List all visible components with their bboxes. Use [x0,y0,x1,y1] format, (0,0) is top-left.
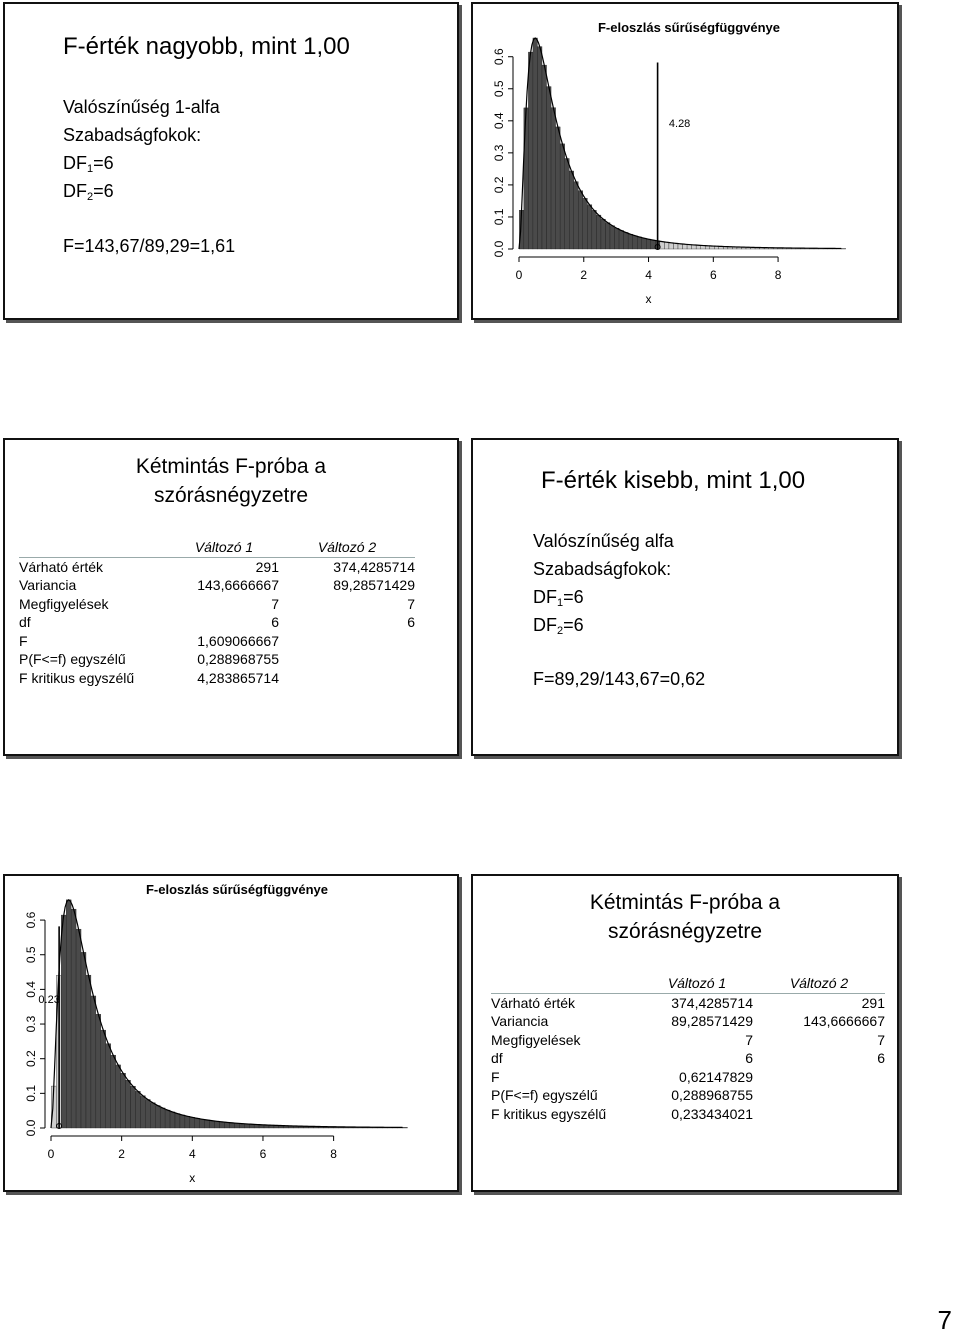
cell-value-2 [753,1105,885,1124]
row-label: Megfigyelések [491,1031,581,1048]
density-bar [71,909,76,1128]
row-label: Várható érték [491,994,576,1011]
y-tick-label: 0.4 [24,981,38,998]
density-bar [116,1065,121,1128]
col-header-1: Változó 1 [641,974,753,993]
x-tick-label: 6 [259,1147,267,1161]
table-row [19,557,415,576]
density-bar [628,234,633,249]
y-tick-label: 0.5 [24,946,38,964]
slide-f-test-table-1 [3,438,459,756]
density-bar [185,1116,190,1128]
density-bar [660,242,665,249]
density-bar [215,1121,220,1128]
row-label: Variancia [19,577,77,593]
density-bar [160,1108,165,1128]
y-tick-label: 0.2 [492,176,506,194]
critical-value-label: 4.28 [668,118,691,131]
row-label: Variancia [491,1013,549,1029]
slide-title: F-érték kisebb, mint 1,00 [541,467,806,494]
density-bar [200,1119,205,1128]
density-bar [841,248,846,249]
dof-label: Szabadságfokok: [63,125,202,145]
density-bar [551,108,556,249]
cell-value-1: 374,4285714 [671,994,753,1011]
density-bar [175,1114,180,1128]
x-axis-label: x [189,1171,196,1185]
y-tick-label: 0.5 [492,80,506,98]
density-bar [140,1096,145,1128]
density-bar [86,975,91,1128]
row-label: Megfigyelések [19,595,109,612]
y-tick-label: 0.4 [492,112,506,130]
cell-value-1: 0,233434021 [671,1105,753,1122]
density-bar [528,52,533,249]
cell-value-2 [279,650,415,669]
page-number: 7 [937,1305,952,1335]
density-bar [96,1014,101,1128]
slide-f-chart-right-tail [471,2,899,320]
cell-value-1: 143,6666667 [197,577,279,593]
density-bar [150,1103,155,1128]
x-tick-label: 8 [774,268,782,282]
row-label: F kritikus egyszélű [491,1105,607,1122]
density-bar [229,1123,234,1128]
x-tick-label: 2 [118,1147,125,1161]
density-bar [605,223,610,249]
probability-text: Valószínűség alfa [533,531,674,551]
cell-value-2: 374,4285714 [333,558,415,575]
density-bar [224,1122,229,1128]
slide-f-test-table-2 [471,874,899,1192]
density-bar [155,1106,160,1128]
table-title [5,452,457,510]
df2-text: $DF_2=6$ [533,615,584,637]
cell-value-2: 89,28571429 [333,577,415,593]
density-bar [673,243,678,249]
density-bar [101,1030,106,1128]
table-title-line2: szórásnégyzetre [153,484,309,507]
density-bar [210,1121,215,1128]
cell-value-2 [279,632,415,651]
density-bar [165,1110,170,1128]
col-header-1: Változó 1 [169,538,279,557]
y-tick-label: 0.1 [492,208,506,226]
density-bar [547,87,552,249]
row-label: F [19,632,28,649]
table-row [19,613,415,632]
f-density-chart [473,4,897,318]
table-title-line2: szórásnégyzetre [607,920,763,943]
density-bar [403,1127,408,1128]
cell-value-1: 7 [271,595,279,612]
x-tick-label: 4 [188,1147,196,1161]
chart-title: F-eloszlás sűrűségfüggvénye [145,882,329,897]
density-bar [669,243,674,249]
y-tick-label: 0.1 [24,1085,38,1102]
density-bar [624,232,629,249]
density-bar [569,171,574,249]
density-bar [145,1099,150,1128]
density-bar [560,144,565,249]
table-row [491,993,885,1012]
y-tick-label: 0.0 [24,1119,38,1137]
cell-value-1: 6 [271,614,279,630]
table-row [19,632,415,651]
density-bar [592,210,597,249]
df1-text: $DF_1=6$ [63,153,114,175]
cell-value-1: 6 [745,1050,753,1066]
table-row [491,1105,885,1124]
table-row [491,1086,885,1105]
x-tick-label: 4 [645,268,652,282]
table-row [491,1049,885,1068]
cell-value-1: 0,288968755 [671,1087,753,1103]
table-row [19,650,415,669]
density-bar [610,226,615,249]
density-bar [76,929,81,1128]
density-bar [130,1086,135,1128]
density-bar [66,900,71,1128]
row-label: P(F<=f) egyszélű [491,1087,598,1103]
density-bar [637,237,642,249]
row-label: df [19,614,31,630]
row-label: P(F<=f) egyszélű [19,651,126,667]
col-header-2: Változó 2 [753,974,885,993]
y-tick-label: 0.6 [492,48,506,66]
dof-label: Szabadságfokok: [533,559,672,579]
density-bar [537,47,542,249]
density-bar [135,1091,140,1128]
x-tick-label: 6 [709,268,717,282]
stats-table [19,538,415,687]
density-bar [646,239,651,249]
table-header-row [491,974,885,993]
f-formula: F=143,67/89,29=1,61 [63,236,236,256]
density-bar [574,182,579,249]
density-bar [220,1122,225,1128]
y-tick-label: 0.3 [24,1015,38,1033]
cell-value-1: 1,609066667 [197,632,279,649]
density-bar [170,1112,175,1128]
stats-table [491,974,885,1123]
x-tick-label: 0 [47,1147,55,1161]
density-bar [106,1044,111,1128]
slide-f-chart-left-tail [3,874,459,1192]
density-bar [205,1120,210,1128]
cell-value-1: 0,288968755 [197,651,279,667]
slide-title: F-érték nagyobb, mint 1,00 [63,33,350,60]
table-row [491,1012,885,1031]
cell-value-2: 291 [861,994,885,1011]
f-formula: F=89,29/143,67=0,62 [533,669,706,689]
f-density-chart [5,876,457,1190]
row-label: Várható érték [19,558,104,575]
density-bar [596,215,601,249]
cell-value-2: 6 [877,1050,885,1066]
cell-value-2: 7 [407,595,415,612]
x-tick-label: 2 [580,268,588,282]
cell-value-1: 4,283865714 [197,669,279,686]
table-title-line1: Kétmintás F-próba a [589,891,781,914]
density-bar [633,236,638,249]
cell-value-2: 6 [407,614,415,630]
density-bar [81,952,86,1128]
y-tick-label: 0.3 [492,144,506,162]
table-row [491,1068,885,1087]
cell-value-1: 89,28571429 [671,1013,753,1029]
probability-text: Valószínűség 1-alfa [63,97,220,117]
table-row [19,595,415,614]
density-bar [565,158,570,249]
x-tick-label: 0 [515,268,523,282]
density-bar [615,228,620,249]
table-header-row [19,538,415,557]
density-bar [642,238,647,249]
density-bar [121,1073,126,1128]
df2-text: $DF_2=6$ [63,181,114,203]
y-tick-label: 0.6 [23,911,38,929]
row-label: F kritikus egyszélű [19,669,135,686]
density-bar [61,915,66,1128]
density-bar [678,244,683,249]
slide-f-greater [3,2,459,320]
cell-value-1: 7 [745,1031,753,1048]
cell-value-2 [753,1068,885,1087]
density-bar [533,38,538,249]
y-tick-label: 0.0 [492,240,506,258]
density-bar [91,996,96,1128]
table-row [19,669,415,688]
density-bar [651,240,656,249]
cell-value-1: 0,62147829 [679,1068,753,1085]
density-bar [180,1115,185,1128]
density-bar [556,127,561,249]
density-bar [126,1080,131,1128]
density-bar [111,1055,116,1128]
slide-f-lesser [471,438,899,756]
density-bar [619,230,624,249]
table-row [491,1031,885,1050]
table-title [473,888,897,946]
table-title-line1: Kétmintás F-próba a [135,455,327,478]
density-bar [195,1118,200,1128]
density-bar [190,1117,195,1128]
density-bar [587,205,592,249]
col-header-2: Változó 2 [279,538,415,557]
cell-value-2 [753,1086,885,1105]
density-bar [578,191,583,249]
cell-value-2 [279,669,415,688]
cell-value-2: 7 [877,1031,885,1048]
chart-title: F-eloszlás sűrűségfüggvénye [597,20,781,35]
critical-value-label: 0.23 [38,994,60,1007]
x-axis-label: x [645,292,652,306]
df1-text: $DF_1=6$ [533,587,584,609]
density-bar [664,242,669,249]
density-bar [542,65,547,249]
y-tick-label: 0.2 [24,1050,38,1068]
cell-value-1: 291 [255,558,279,575]
x-tick-label: 8 [330,1147,337,1161]
density-bar [601,219,606,249]
row-label: F [491,1068,500,1085]
cell-value-2: 143,6666667 [803,1013,885,1029]
density-bar [583,198,588,249]
table-row [19,576,415,595]
row-label: df [491,1050,503,1066]
